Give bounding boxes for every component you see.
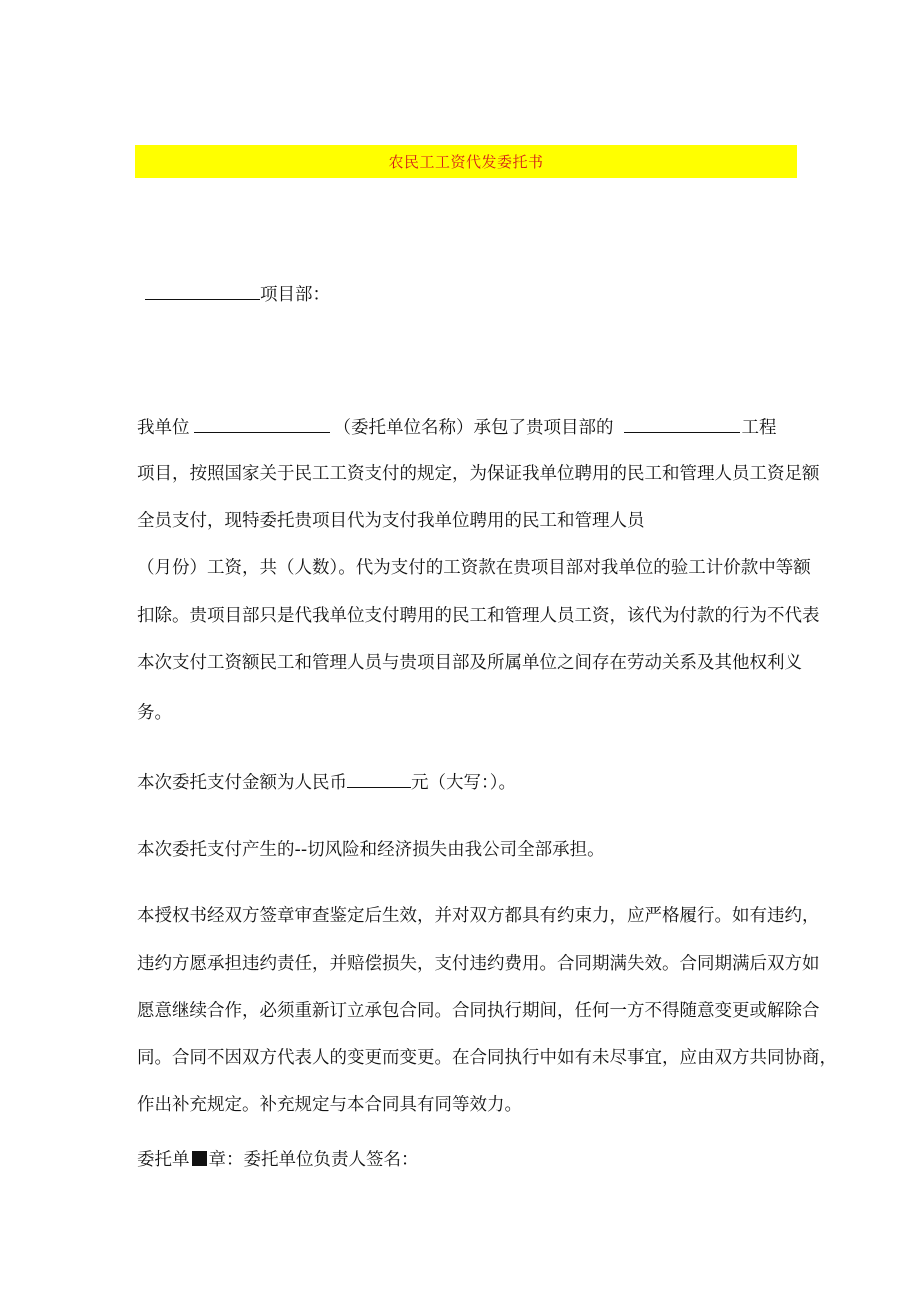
para2-line3: 愿意继续合作，必须重新订立承包合同。合同执行期间，任何一方不得随意变更或解除合 [137,1001,820,1021]
para1-line3: 全员支付，现特委托贵项目代为支付我单位聘用的民工和管理人员 [137,511,645,531]
para1-line6: 本次支付工资额民工和管理人员与贵项目部及所属单位之间存在劳动关系及其他权利义 [137,653,802,673]
document-title: 农民工工资代发委托书 [388,153,544,171]
salutation-line [145,282,330,307]
redacted-block-icon [192,1151,207,1166]
amount-prefix: 本次委托支付金额为人民币 [137,773,347,793]
amount-suffix: 元（大写：）。 [411,773,516,793]
project-blank[interactable] [624,415,740,433]
para2-line2: 违约方愿承担违约责任，并赔偿损失，支付违约费用。合同期满失效。合同期满后双方如 [137,954,820,974]
para1-text-b: （委托单位名称）承包了贵项目部的 [333,418,614,438]
para1-line2: 项目，按照国家关于民工工资支付的规定，为保证我单位聘用的民工和管理人员工资足额 [137,464,820,484]
para1-text-a: 我单位 [137,418,190,438]
para1-line4: （月份）工资，共（人数）。代为支付的工资款在贵项目部对我单位的验工计价款中等额 [137,558,811,578]
para1-line1 [137,415,777,440]
risk-line: 本次委托支付产生的--切风险和经济损失由我公司全部承担。 [137,840,605,860]
para1-text-c: 工程 [741,418,777,438]
amount-blank[interactable] [347,770,411,788]
signature-text-b: 章：委托单位负责人签名： [208,1150,419,1170]
para1-line5: 扣除。贵项目部只是代我单位支付聘用的民工和管理人员工资，该代为付款的行为不代表 [137,606,820,626]
title-banner [135,145,797,178]
para2-line5: 作出补充规定。补充规定与本合同具有同等效力。 [137,1095,522,1115]
project-name-blank[interactable] [145,282,260,300]
amount-line [137,770,516,795]
para2-line4: 同。合同不因双方代表人的变更而变更。在合同执行中如有未尽事宜，应由双方共同协商， [137,1048,837,1068]
signature-text-a: 委托单 [137,1150,190,1170]
signature-line [137,1148,419,1172]
salutation-suffix: 项目部： [260,285,330,305]
para1-line7: 务。 [137,703,172,723]
client-unit-blank[interactable] [194,415,330,433]
para2-line1: 本授权书经双方签章审查鉴定后生效，并对双方都具有约束力，应严格履行。如有违约， [137,906,820,926]
